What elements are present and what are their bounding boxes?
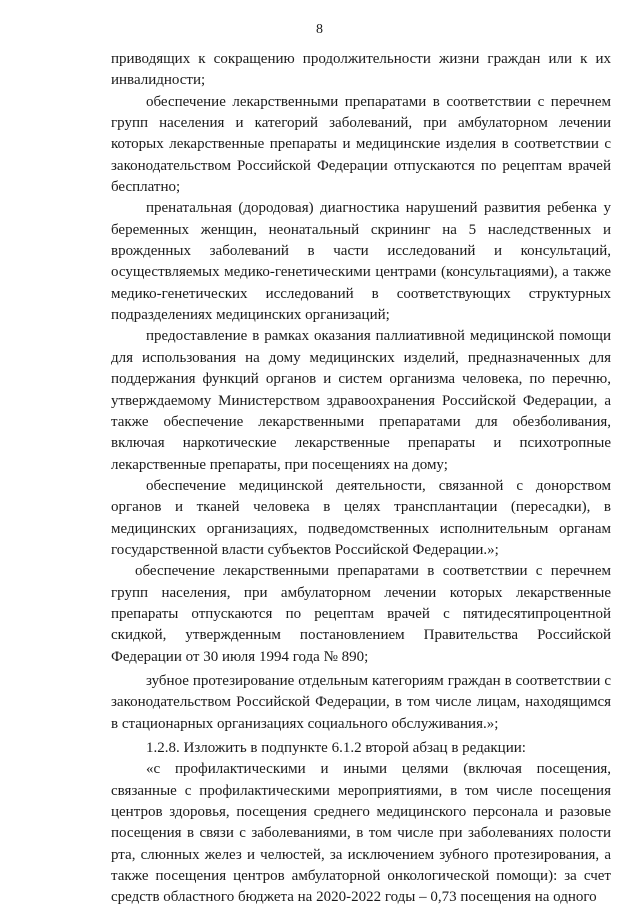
paragraph-preventive-visits: «с профилактическими и иными целями (включая посещения, связанные с профилактическими мероприятиями, в том числе посещения центров здоровья, посещения среднего медицинского персонала и разовые посещения в связи с заболеваниями, в том числе при заболеваниях полости рта, слюнных желез и челюстей, за исключением зубного протезирования, а также посещения центров амбулаторной онкологической помощи): за счет средств областного бюджета на 2020-2022 годы – 0,73 посещения на одного	[111, 761, 611, 906]
paragraph-organ-donation: обеспечение медицинской деятельности, связанной с донорством органов и тканей человека в целях трансплантации (пересадки), в медицинских организациях, подведомственных исполнительным органам государственной власти субъектов Российской Федерации.»;	[111, 477, 611, 558]
paragraph-palliative-care: предоставление в рамках оказания паллиативной медицинской помощи для использования на дому медицинских изделий, предназначенных для поддержания функций органов и систем организма человека, по перечню, утверждаемому Министерством здравоохранения Российской Федерации, а также обеспечение лекарственными препаратами для обезболивания, включая наркотические лекарственные препараты и психотропные лекарственные препараты, при посещениях на дому;	[111, 328, 611, 473]
paragraph-prenatal-diagnostics: пренатальная (дородовая) диагностика нарушений развития ребенка у беременных женщин, неонатальный скрининг на 5 наследственных и врожденных заболеваний в части исследований и консультаций, осуществляемых медико-генетическими центрами (консультациями), а также медико-генетических исследований в соответствующих структурных подразделениях медицинских организаций;	[111, 200, 611, 324]
paragraph-dental-prosthetics: зубное протезирование отдельным категориям граждан в соответствии с законодательством Российской Федерации, в том числе лицам, находящимся в стационарных организациях социального обслуживания.»;	[111, 672, 611, 732]
paragraph-continuation: приводящих к сокращению продолжительности жизни граждан или к их инвалидности;	[111, 51, 611, 89]
paragraph-drug-provision-discount: обеспечение лекарственными препаратами в соответствии с перечнем групп населения, при амбулаторном лечении которых лекарственные препараты отпускаются по рецептам врачей с пятидесятипроцентной скидкой, утвержденным постановлением Правительства Российской Федерации от 30 июля 1994 года № 890;	[111, 563, 611, 665]
document-body	[111, 49, 611, 909]
page-number: 8	[316, 22, 323, 37]
paragraph-drug-provision-free: обеспечение лекарственными препаратами в соответствии с перечнем групп населения и категорий заболеваний, при амбулаторном лечении которых лекарственные препараты и медицинские изделия в соответствии с законодательством Российской Федерации отпускаются по рецептам врачей бесплатно;	[111, 93, 611, 196]
paragraph-amendment-heading: 1.2.8. Изложить в подпункте 6.1.2 второй абзац в редакции:	[146, 740, 526, 756]
